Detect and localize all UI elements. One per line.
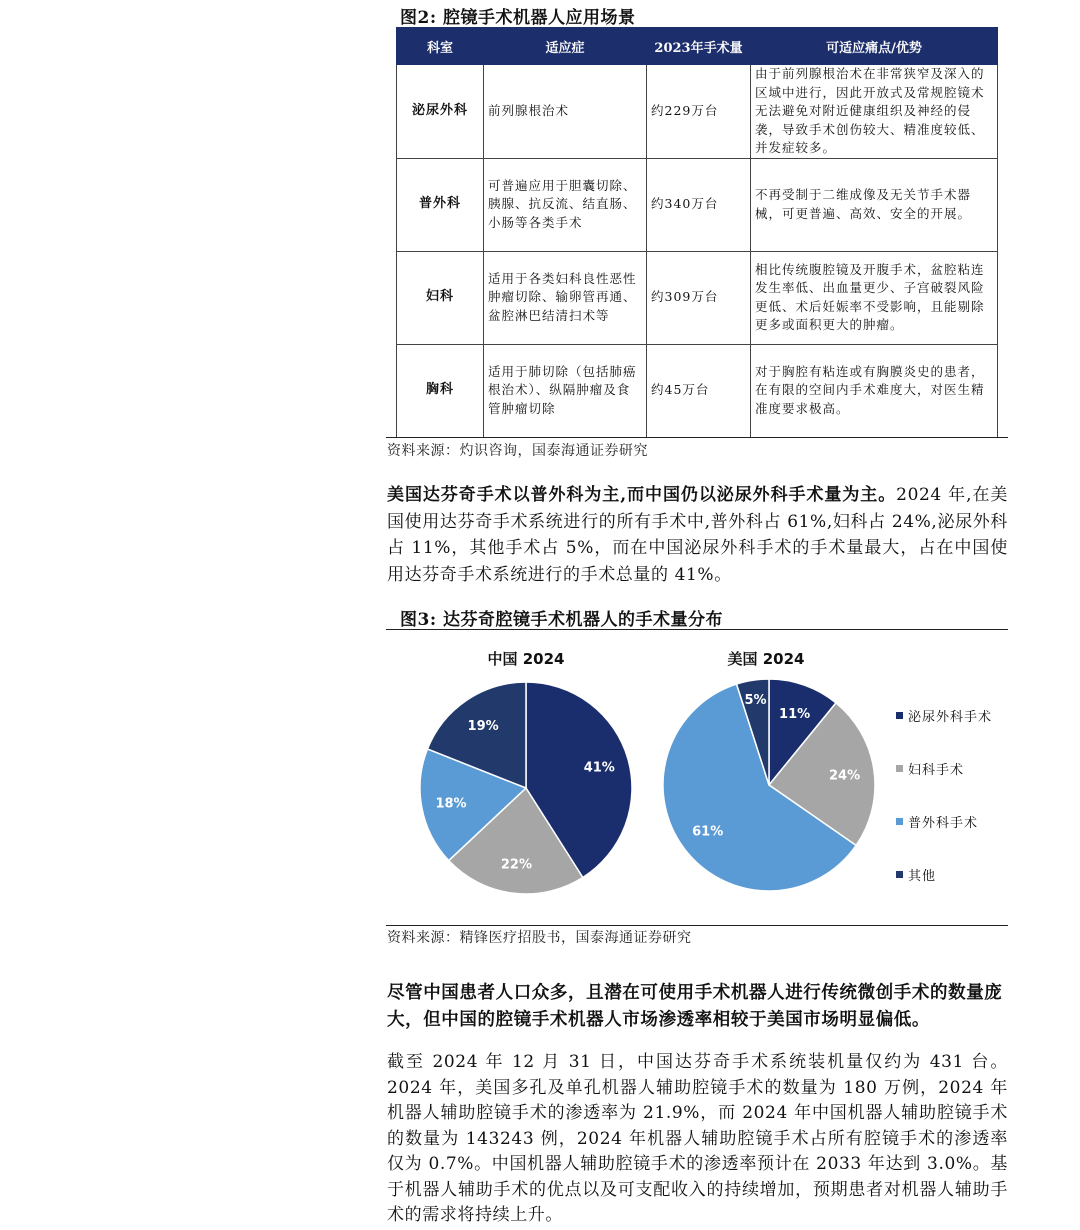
cell-dept: 胸科: [397, 344, 484, 437]
table-header-row: [397, 28, 998, 65]
pie-label-china-3: 19%: [467, 718, 499, 734]
paragraph-2: 尽管中国患者人口众多，且潜在可使用手术机器人进行传统微创手术的数量庞大，但中国的腔镜手术机器人市场渗透率相较于美国市场明显偏低。: [387, 983, 1003, 1030]
chart-legend: [896, 706, 1006, 884]
table-row: [397, 344, 998, 437]
pie-label-china-2: 18%: [435, 796, 467, 812]
cell-advantage: 相比传统腹腔镜及开腹手术，盆腔粘连发生率低、出血量更少、子宫破裂风险更低、术后妊娠率不受影响，且能剔除更多或面积更大的肿瘤。: [751, 251, 998, 344]
legend-label: 其他: [908, 869, 937, 884]
table-source: 资料来源：灼识咨询，国泰海通证券研究: [387, 443, 648, 459]
legend-label: 泌尿外科手术: [908, 710, 993, 725]
paragraph-1: [387, 482, 1008, 588]
legend-item: [896, 706, 1006, 725]
cell-volume: 约229万台: [647, 65, 751, 159]
legend-label: 妇科手术: [908, 763, 965, 778]
table-bottom-rule: [386, 437, 1008, 438]
cell-advantage: 对于胸腔有粘连或有胸膜炎史的患者，在有限的空间内手术难度大，对医生精准度要求极高。: [751, 344, 998, 437]
pie-label-us-0: 11%: [779, 707, 811, 723]
cell-dept: 妇科: [397, 251, 484, 344]
cell-advantage: 不再受制于二维成像及无关节手术器械，可更普遍、高效、安全的开展。: [751, 158, 998, 251]
legend-swatch: [896, 765, 903, 772]
cell-volume: 约309万台: [647, 251, 751, 344]
table-row: [397, 158, 998, 251]
table-row: [397, 65, 998, 159]
header-dept: 科室: [397, 28, 484, 65]
chart-bottom-rule: [386, 925, 1008, 926]
pie-us-title: 美国 2024: [727, 650, 805, 668]
figure2-title: 图2: 腔镜手术机器人应用场景: [400, 8, 636, 28]
pie-label-us-1: 24%: [829, 768, 861, 784]
cell-indication: 前列腺根治术: [484, 65, 647, 159]
figure3-title: 图3: 达芬奇腔镜手术机器人的手术量分布: [400, 610, 724, 630]
cell-volume: 约45万台: [647, 344, 751, 437]
pie-charts: [386, 670, 886, 910]
legend-swatch: [896, 712, 903, 719]
paragraph-1-lead: 美国达芬奇手术以普外科为主,而中国仍以泌尿外科手术量为主。: [387, 485, 897, 505]
legend-item: [896, 865, 1006, 884]
cell-indication: 适用于各类妇科良性恶性肿瘤切除、输卵管再通、盆腔淋巴结清扫术等: [484, 251, 647, 344]
application-table: [396, 27, 998, 438]
chart-source: 资料来源：精锋医疗招股书，国泰海通证券研究: [387, 930, 692, 946]
cell-volume: 约340万台: [647, 158, 751, 251]
table-row: [397, 251, 998, 344]
pie-label-us-2: 61%: [692, 824, 724, 840]
cell-dept: 泌尿外科: [397, 65, 484, 159]
header-volume: 2023年手术量: [647, 28, 751, 65]
pie-label-us-3: 5%: [744, 693, 767, 709]
legend-item: [896, 812, 1006, 831]
pie-label-china-1: 22%: [500, 857, 532, 873]
legend-swatch: [896, 818, 903, 825]
paragraph-1-body: 2024 年,在美国使用达芬奇手术系统进行的所有手术中,普外科占 61%,妇科占 24%,泌尿外科占 11%，其他手术占 5%，而在中国泌尿外科手术的手术量最大，占在中国使用达芬奇手术系统进行的手术总量的 41%。: [387, 485, 1008, 585]
cell-dept: 普外科: [397, 158, 484, 251]
legend-swatch: [896, 871, 903, 878]
header-advantage: 可适应痛点/优势: [751, 28, 998, 65]
cell-indication: 可普遍应用于胆囊切除、胰腺、抗反流、结直肠、小肠等各类手术: [484, 158, 647, 251]
paragraph-3: 截至 2024 年 12 月 31 日，中国达芬奇手术系统装机量仅约为 431 台。2024 年，美国多孔及单孔机器人辅助腔镜手术的数量为 180 万例，2024 年机器人辅助腔镜手术的渗透率为 21.9%，而 2024 年中国机器人辅助腔镜手术的数量为 143243 例，2024 年机器人辅助腔镜手术占所有腔镜手术的渗透率仅为 0.7%。中国机器人辅助腔镜手术的渗透率预计在 2033 年达到 3.0%。基于机器人辅助手术的优点以及可支配收入的持续增加，预期患者对机器人辅助手术的需求将持续上升。: [387, 1052, 1008, 1225]
header-indication: 适应症: [484, 28, 647, 65]
figure3-rule: [386, 629, 1008, 630]
legend-item: [896, 759, 1006, 778]
cell-indication: 适用于肺切除（包括肺癌根治术）、纵隔肿瘤及食管肿瘤切除: [484, 344, 647, 437]
cell-advantage: 由于前列腺根治术在非常狭窄及深入的区域中进行，因此开放式及常规腔镜术无法避免对附近健康组织及神经的侵袭，导致手术创伤较大、精准度较低、并发症较多。: [751, 65, 998, 159]
pie-china-title: 中国 2024: [487, 650, 565, 668]
pie-label-china-0: 41%: [583, 760, 615, 776]
legend-label: 普外科手术: [908, 816, 979, 831]
